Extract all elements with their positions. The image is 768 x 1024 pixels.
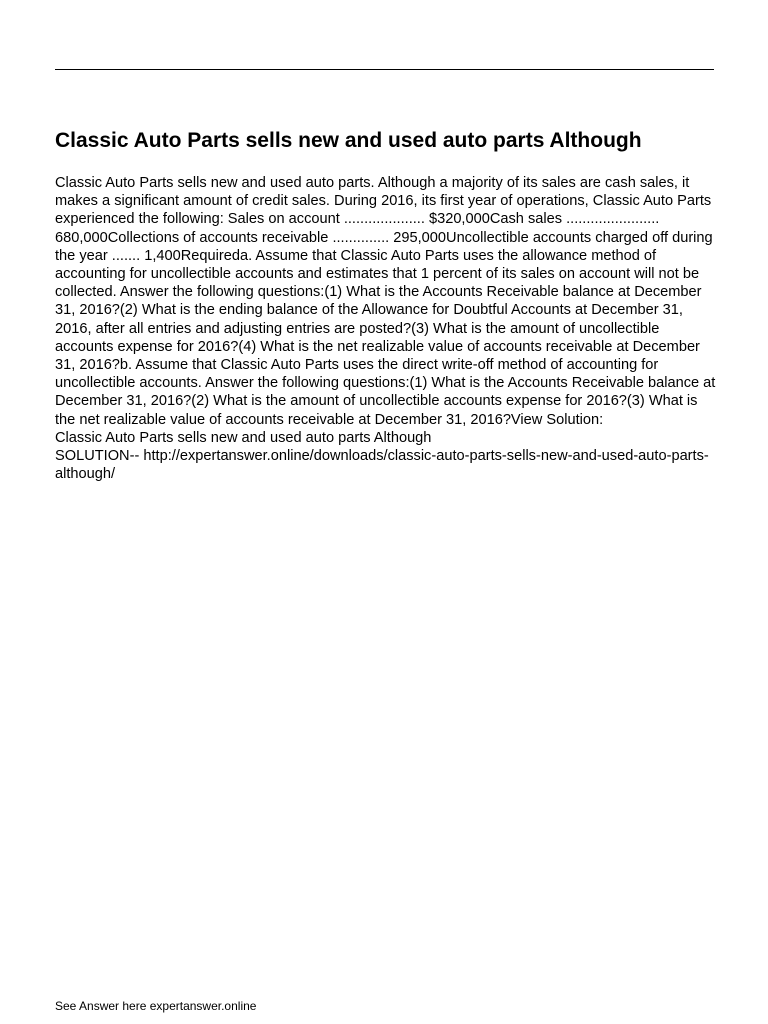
- solution-title: Classic Auto Parts sells new and used auto parts Although: [55, 429, 432, 446]
- document-content: [55, 174, 717, 483]
- body-paragraph: Classic Auto Parts sells new and used auto parts. Although a majority of its sales are cash sales, it makes a significant amount of credit sales. During 2016, its first year of operations, Classic Auto Parts experienced the following: Sales on account .................... $320,000Cash sales ....................... 680,000Collections of accounts receivable .............. 295,000Uncollectible accounts charged off during the year ....... 1,400Requireda. Assume that Classic Auto Parts uses the allowance method of accounting for uncollectible accounts and estimates that 1 percent of its sales on account will not be collected. Answer the following questions:(1) What is the Accounts Receivable balance at December 31, 2016?(2) What is the ending balance of the Allowance for Doubtful Accounts at December 31, 2016, after all entries and adjusting entries are posted?(3) What is the amount of uncollectible accounts expense for 2016?(4) What is the net realizable value of accounts receivable at December 31, 2016?b. Assume that Classic Auto Parts uses the direct write-off method of accounting for uncollectible accounts. Answer the following questions:(1) What is the Accounts Receivable balance at December 31, 2016?(2) What is the amount of uncollectible accounts expense for 2016?(3) What is the net realizable value of accounts receivable at December 31, 2016?View Solution:: [55, 175, 716, 428]
- footer-text[interactable]: See Answer here expertanswer.online: [55, 999, 257, 1013]
- solution-link[interactable]: SOLUTION-- http://expertanswer.online/downloads/classic-auto-parts-sells-new-and-used-auto-parts-although/: [55, 448, 709, 483]
- top-divider: [55, 69, 714, 70]
- document-title: Classic Auto Parts sells new and used auto parts Although: [55, 129, 642, 152]
